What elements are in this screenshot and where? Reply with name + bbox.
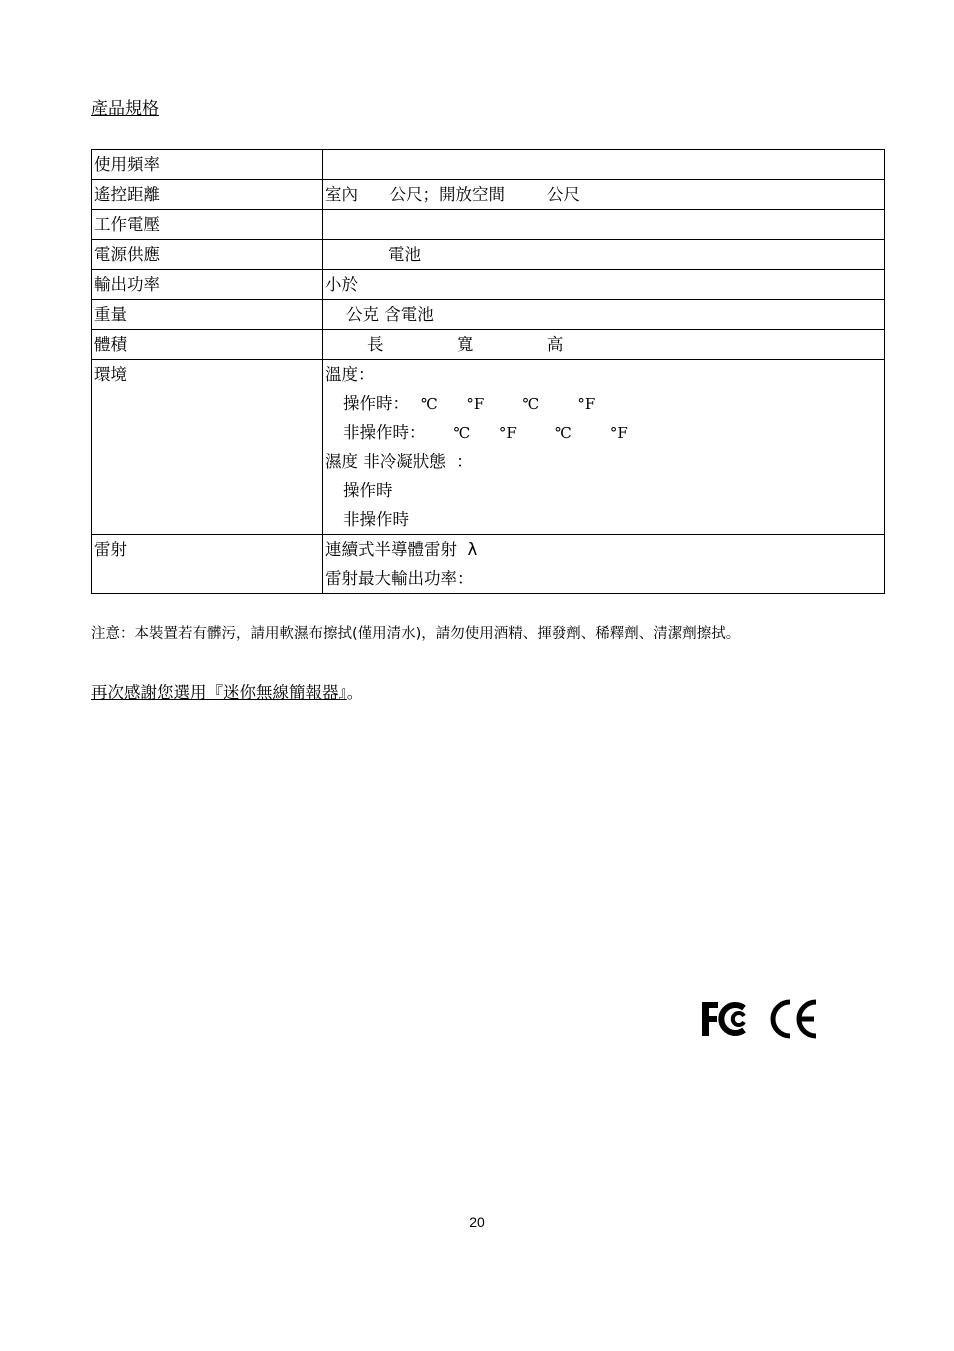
table-row: [92, 535, 885, 594]
spec-label: 輸出功率: [92, 270, 323, 300]
spec-label: 使用頻率: [92, 150, 323, 180]
humidity-title: 濕度 非冷凝狀態 ：: [325, 452, 473, 471]
fcc-logo-icon: [700, 999, 756, 1039]
spec-value: [323, 360, 885, 535]
laser-max-output: 雷射最大輸出功率：: [325, 569, 474, 588]
temperature-operating: [325, 389, 882, 418]
spec-label: 環境: [92, 360, 323, 535]
spec-value: [323, 330, 885, 360]
spec-label: 體積: [92, 330, 323, 360]
spec-value: [323, 150, 885, 180]
spec-value: [323, 210, 885, 240]
nonoperating-label: 非操作時：: [343, 423, 426, 442]
spec-value: [323, 240, 885, 270]
spec-value: [323, 180, 885, 210]
thanks-text: 再次感謝您選用『迷你無線簡報器』: [91, 683, 347, 702]
thanks-end: 。: [346, 683, 364, 702]
table-row: [92, 330, 885, 360]
spec-label: 電源供應: [92, 240, 323, 270]
care-notice: 注意：本裝置若有髒污，請用軟濕布擦拭(僅用清水)，請勿使用酒精、揮發劑、稀釋劑、清潔劑擦拭。: [91, 626, 741, 642]
spec-value: [323, 300, 885, 330]
table-row: [92, 360, 885, 535]
ce-logo-icon: [768, 998, 820, 1040]
nonoperating-units: ℃ °F ℃ °F: [453, 424, 628, 442]
spec-value-text: 長 寬 高: [325, 335, 564, 354]
spec-label: 工作電壓: [92, 210, 323, 240]
operating-units: ℃ °F ℃ °F: [421, 395, 596, 413]
page-heading: 產品規格: [91, 99, 159, 119]
humidity-nonoperating: 非操作時: [343, 510, 409, 529]
table-row: [92, 240, 885, 270]
humidity-operating: 操作時: [343, 481, 393, 500]
page-number: 20: [469, 1214, 485, 1230]
spec-table: [91, 149, 885, 594]
table-row: [92, 180, 885, 210]
table-row: [92, 210, 885, 240]
table-row: [92, 270, 885, 300]
laser-type: 連續式半導體雷射 λ: [325, 540, 478, 559]
spec-value: [323, 535, 885, 594]
spec-label: 遙控距離: [92, 180, 323, 210]
spec-label: 雷射: [92, 535, 323, 594]
table-row: [92, 300, 885, 330]
thanks-message: [91, 679, 363, 703]
spec-value-text: 公克 含電池: [325, 305, 434, 324]
table-row: [92, 150, 885, 180]
spec-value-text: 室內 公尺；開放空間 公尺: [325, 185, 580, 204]
certification-logos: [700, 998, 820, 1040]
spec-value: 小於: [323, 270, 885, 300]
spec-value-text: 電池: [325, 245, 421, 264]
spec-label: 重量: [92, 300, 323, 330]
temperature-nonoperating: [325, 418, 882, 447]
operating-label: 操作時：: [343, 394, 409, 413]
temperature-title: 溫度：: [325, 365, 375, 384]
